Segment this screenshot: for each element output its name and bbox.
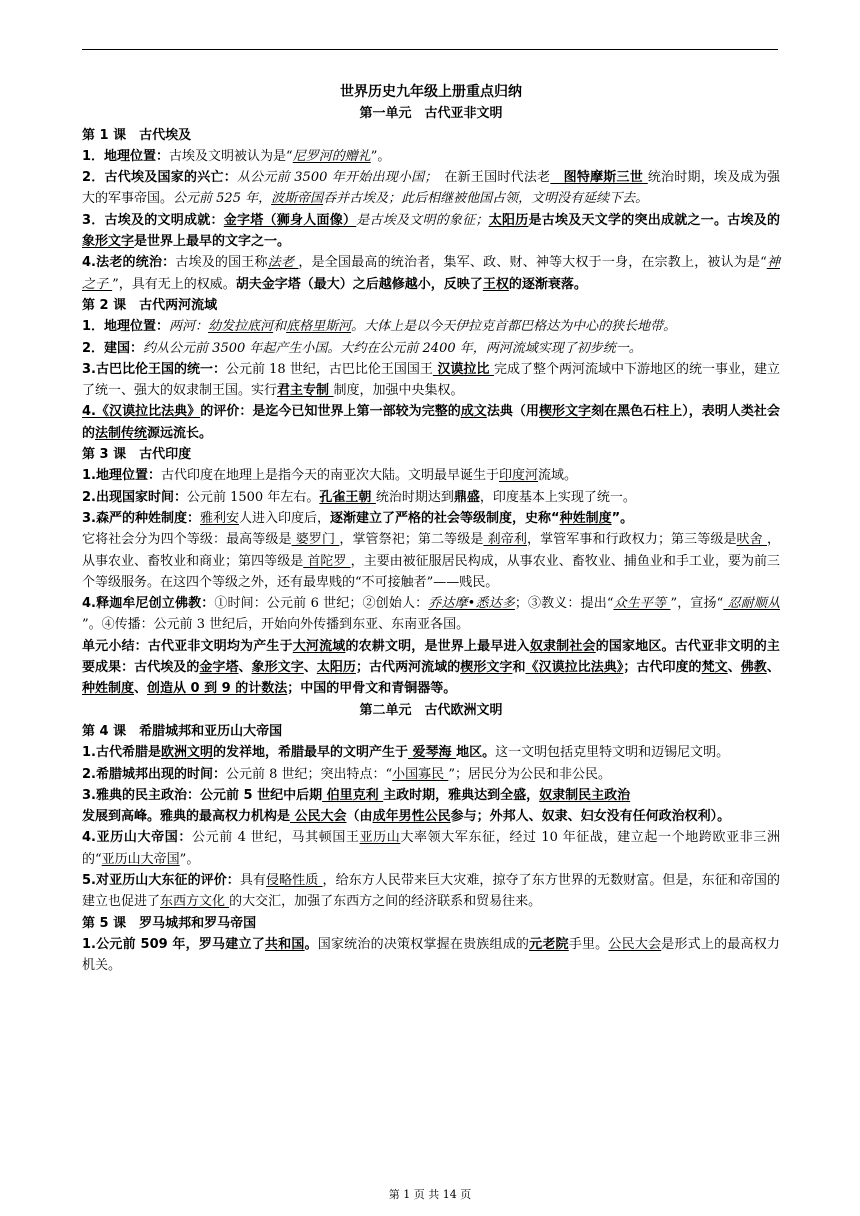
text-run: ，掌管军事和行政权力；第三等级是 bbox=[526, 532, 737, 548]
text-run: 两河： bbox=[169, 319, 209, 335]
unit-heading bbox=[82, 103, 780, 124]
text-run: 制度，加强中央集权。 bbox=[333, 383, 464, 399]
key-term: 孔雀王朝 bbox=[319, 489, 376, 505]
key-term: 幼发拉底河 bbox=[208, 319, 274, 335]
text-run: 第 5 课 罗马城邦和罗马帝国 bbox=[82, 915, 257, 931]
paragraph bbox=[82, 593, 780, 636]
paragraph bbox=[82, 636, 780, 700]
key-term: 神之子 bbox=[82, 255, 780, 292]
text-run: 胡夫金字塔（最大）之后越修越小，反映了 bbox=[235, 276, 483, 292]
text-run: 2.希腊城邦出现的时间： bbox=[82, 766, 226, 782]
key-term: 公民大会 bbox=[608, 936, 662, 952]
key-term: 忍耐顺从 bbox=[723, 596, 780, 612]
key-term: 乔达摩•悉达多 bbox=[428, 596, 515, 612]
text-run: ”；居民分为公民和非公民。 bbox=[448, 766, 611, 782]
key-term: 雅利安 bbox=[199, 510, 239, 526]
paragraph bbox=[82, 210, 780, 253]
paragraph bbox=[82, 870, 780, 913]
paragraph bbox=[82, 316, 780, 337]
paragraph bbox=[82, 764, 780, 785]
text-run: 从公元前 3500 年开始出现小国； bbox=[236, 170, 431, 186]
paragraph bbox=[82, 827, 780, 870]
key-term: 众生平等 bbox=[613, 596, 671, 612]
text-run: 的评价：是迄今已知世界上第一部较为完整的 bbox=[200, 404, 461, 420]
text-run: 的大交汇，加强了东西方之间的经济联系和贸易往来。 bbox=[229, 894, 542, 910]
text-run: 、 bbox=[766, 660, 780, 676]
key-term: 象形文字 bbox=[82, 234, 135, 250]
text-run: 逐渐建立了严格的社会等级制度，史称“ bbox=[330, 510, 560, 526]
sections-container bbox=[82, 103, 780, 976]
text-run: ；古代两河流域的 bbox=[355, 660, 461, 676]
text-run: ”，具有无上的权威。 bbox=[112, 276, 236, 292]
text-run: 手里。 bbox=[568, 936, 609, 952]
text-run: 3.雅典的民主政治：公元前 5 世纪中后期 bbox=[82, 787, 323, 803]
key-term: 太阳历 bbox=[316, 660, 356, 676]
paragraph bbox=[82, 338, 780, 359]
text-run: 这一文明包括克里特文明和迈锡尼文明。 bbox=[495, 745, 730, 761]
text-run: 公元前 525 年， bbox=[173, 191, 272, 207]
text-run: 第二单元 古代欧洲文明 bbox=[359, 702, 503, 718]
key-term: 波斯帝国 bbox=[271, 191, 324, 207]
text-run: 公元前 4 世纪，马其顿国王 bbox=[191, 830, 360, 846]
text-run: 的逐渐衰落。 bbox=[508, 276, 587, 292]
paragraph bbox=[82, 742, 780, 763]
text-run: 约从公元前 3500 年起产生小国。大约在公元前 2400 年，两河流域实现了初步统一。 bbox=[143, 340, 642, 356]
text-run: 大率领大军东征，经过 10 年征战，建立起一个地跨欧亚非三洲的“ bbox=[82, 830, 780, 867]
key-term: 亚历山 bbox=[359, 830, 401, 846]
key-term: 创造从 0 到 9 的计数法 bbox=[147, 681, 288, 697]
text-run: 5.对亚历山大东征的评价： bbox=[82, 872, 240, 888]
key-term: 公民大会 bbox=[290, 809, 347, 825]
lesson-heading bbox=[82, 444, 780, 465]
text-run: 第 3 课 古代印度 bbox=[82, 447, 192, 463]
key-term: 金字塔（狮身人面像） bbox=[223, 212, 357, 228]
key-term: 婆罗门 bbox=[291, 532, 340, 548]
text-run: 。 bbox=[304, 936, 318, 952]
key-term: 楔形文字 bbox=[538, 404, 592, 420]
text-run: 2．建国： bbox=[82, 340, 144, 356]
text-run: 古代印度在地理上是指今天的南亚次大陆。文明最早诞生于 bbox=[160, 468, 499, 484]
key-term: 汉谟拉比 bbox=[432, 361, 494, 377]
text-run: 古埃及的国王称 bbox=[175, 255, 268, 271]
key-term: 种姓制度 bbox=[559, 510, 612, 526]
key-term: 共和国 bbox=[264, 936, 305, 952]
text-run: 公元前 8 世纪；突出特点：“ bbox=[225, 766, 393, 782]
text-run: 的农耕文明，是世界上最早进入 bbox=[345, 638, 530, 654]
key-term: 佛教 bbox=[740, 660, 767, 676]
text-run: ”。④传播：公元前 3 世纪后，开始向外传播到东亚、东南亚各国。 bbox=[82, 617, 470, 633]
text-run: 第 4 课 希腊城邦和亚历山大帝国 bbox=[82, 723, 283, 739]
text-run: 4.亚历山大帝国： bbox=[82, 830, 192, 846]
key-term: 君主专制 bbox=[277, 383, 334, 399]
text-run: 它将社会分为四个等级：最高等级是 bbox=[82, 532, 292, 548]
text-run: 2.出现国家时间： bbox=[82, 489, 187, 505]
text-run: 和 bbox=[273, 319, 287, 335]
paragraph bbox=[82, 487, 780, 508]
text-run: （由 bbox=[346, 809, 373, 825]
header-rule bbox=[82, 49, 778, 50]
key-term: 《汉谟拉比法典》 bbox=[525, 660, 624, 676]
key-term: 爱琴海 bbox=[408, 745, 457, 761]
text-run: 、 bbox=[134, 681, 148, 697]
paragraph bbox=[82, 785, 780, 806]
text-run: 主政时期，雅典达到全盛， bbox=[383, 787, 540, 803]
text-run: 3.森严的种姓制度： bbox=[82, 510, 200, 526]
text-run: 、 bbox=[303, 660, 317, 676]
paragraph bbox=[82, 508, 780, 529]
key-term: 象形文字 bbox=[251, 660, 304, 676]
text-run: 发展到高峰。雅典的最高权力机构是 bbox=[82, 809, 291, 825]
text-run: 公元前 18 世纪，古巴比伦王国国王 bbox=[226, 361, 433, 377]
text-run: 流域。 bbox=[538, 468, 578, 484]
text-run: 法典（用 bbox=[486, 404, 539, 420]
document-body bbox=[82, 82, 780, 976]
text-run: 刻在黑色石柱上），表明人类社会的 bbox=[82, 404, 780, 441]
text-run: ，从事农业、畜牧业和商业；第四等级是 bbox=[82, 532, 780, 569]
document-title: 世界历史九年级上册重点归纳 bbox=[340, 84, 522, 100]
text-run: ，主要由被征服居民构成，从事农业、畜牧业、捕鱼业和手工业，要为前三个等级服务。在这四个等级之外，还有最卑贱的“不可接触者”——贱民。 bbox=[82, 553, 780, 590]
key-term: 奴隶制社会 bbox=[529, 638, 596, 654]
key-term: 成年男性公民 bbox=[372, 809, 451, 825]
text-run: 在新王国时代法老 bbox=[430, 170, 551, 186]
text-run: 统治时期达到 bbox=[375, 489, 454, 505]
key-term: 尼罗河的赠礼 bbox=[292, 148, 371, 164]
key-term: 楔形文字 bbox=[460, 660, 513, 676]
text-run: 单元小结：古代亚非文明均为产生于 bbox=[82, 638, 293, 654]
text-run: 4.法老的统治： bbox=[82, 255, 176, 271]
paragraph bbox=[82, 167, 780, 210]
paragraph bbox=[82, 529, 780, 593]
text-run: ；古代印度的 bbox=[623, 660, 702, 676]
text-run: 3.古巴比伦王国的统一： bbox=[82, 361, 227, 377]
page-footer: 第 1 页 共 14 页 bbox=[388, 1188, 472, 1201]
text-run: 参与；外邦人、奴隶、妇女没有任何政治权利）。 bbox=[450, 809, 731, 825]
text-run: ”。 bbox=[370, 148, 391, 164]
text-run: 的国家地区。古代亚非文明的主要成果：古代埃及的 bbox=[82, 638, 780, 676]
text-run: 具有 bbox=[239, 872, 267, 888]
unit-heading bbox=[82, 700, 780, 721]
text-run: 第一单元 古代亚非文明 bbox=[359, 106, 503, 122]
text-run: 地区。 bbox=[456, 745, 496, 761]
text-run: ，是全国最高的统治者，集军、政、财、神等大权于一身，在宗教上，被认为是“ bbox=[298, 255, 767, 271]
text-run: 1．地理位置： bbox=[82, 319, 170, 335]
text-run: 1.地理位置： bbox=[82, 468, 161, 484]
lesson-heading bbox=[82, 913, 780, 934]
key-term: 王权 bbox=[482, 276, 509, 292]
text-run: ；中国的甲骨文和青铜器等。 bbox=[287, 681, 457, 697]
text-run: 公元前 1500 年左右。 bbox=[186, 489, 320, 505]
key-term: 小国寡民 bbox=[392, 766, 449, 782]
key-term: 刹帝利 bbox=[483, 532, 527, 548]
key-term: 太阳历 bbox=[488, 212, 529, 228]
text-run: ①时间：公元前 6 世纪；②创始人： bbox=[214, 596, 429, 612]
text-run: 吞并古埃及；此后相继被他国占领，文明没有延续下去。 bbox=[323, 191, 649, 207]
text-run: 1.公元前 509 年，罗马建立了 bbox=[82, 936, 265, 952]
text-run: 统治时期，埃及成为强大的军事帝国。 bbox=[82, 170, 780, 207]
key-term: 奴隶制民主政治 bbox=[539, 787, 631, 803]
key-term: 法制传统 bbox=[95, 425, 148, 441]
text-run: 人进入印度后， bbox=[239, 510, 331, 526]
text-run: ”。 bbox=[611, 510, 634, 526]
text-run: ”，宣扬“ bbox=[670, 596, 724, 612]
paragraph bbox=[82, 934, 780, 977]
text-run: 1．地理位置： bbox=[82, 148, 170, 164]
key-term: 欧洲文明 bbox=[160, 745, 213, 761]
key-term: 伯里克利 bbox=[322, 787, 384, 803]
text-run: 是世界上最早的文字之一。 bbox=[134, 234, 291, 250]
text-run: 3．古埃及的文明成就： bbox=[82, 212, 224, 228]
paragraph bbox=[82, 465, 780, 486]
text-run: 和 bbox=[512, 660, 526, 676]
text-run: 1.古代希腊是 bbox=[82, 745, 161, 761]
paragraph bbox=[82, 806, 780, 827]
text-run: 4.释迦牟尼创立佛教： bbox=[82, 596, 215, 612]
key-term: 法老 bbox=[267, 255, 299, 271]
key-term: 亚历山大帝国 bbox=[101, 851, 180, 867]
key-term: 元老院 bbox=[529, 936, 569, 952]
text-run: 鼎盛 bbox=[453, 489, 480, 505]
paragraph bbox=[82, 146, 780, 167]
text-run: ；③教义：提出“ bbox=[514, 596, 614, 612]
text-run: 是古埃及文明的象征； bbox=[356, 212, 489, 228]
key-term: 金字塔 bbox=[199, 660, 239, 676]
lesson-heading bbox=[82, 295, 780, 316]
key-term: 大河流域 bbox=[292, 638, 346, 654]
text-run: 2．古代埃及国家的兴亡： bbox=[82, 170, 237, 186]
text-run: ，掌管祭祀；第二等级是 bbox=[339, 532, 484, 548]
key-term: 印度河 bbox=[499, 468, 539, 484]
paragraph bbox=[82, 252, 780, 295]
key-term: 成文 bbox=[460, 404, 487, 420]
key-term: 4.《汉谟拉比法典》 bbox=[82, 404, 201, 420]
key-term: 首陀罗 bbox=[303, 553, 351, 569]
key-term: 图特摩斯三世 bbox=[550, 170, 648, 186]
text-run: ，给东方人民带来巨大灾难，掠夺了东方世界的无数财富。但是，东征和帝国的建立也促进了 bbox=[82, 872, 780, 910]
lesson-heading bbox=[82, 721, 780, 742]
key-term: 底格里斯河 bbox=[286, 319, 352, 335]
key-term: 梵文 bbox=[701, 660, 728, 676]
text-run: 古埃及文明被认为是“ bbox=[169, 148, 293, 164]
paragraph bbox=[82, 359, 780, 402]
text-run: 完成了整个两河流域中下游地区的统一事业，建立了统一、强大的奴隶制王国。实行 bbox=[82, 361, 780, 399]
key-term: 种姓制度 bbox=[82, 681, 135, 697]
text-run: 第 2 课 古代两河流域 bbox=[82, 297, 218, 313]
lesson-heading bbox=[82, 125, 780, 146]
text-run: ”。 bbox=[179, 851, 200, 867]
text-run: 是古埃及天文学的突出成就之一。古埃及的 bbox=[528, 212, 780, 228]
text-run: 、 bbox=[238, 660, 252, 676]
text-run: 是形式上的最高权力机关。 bbox=[82, 936, 780, 974]
text-run: 的发祥地，希腊最早的文明产生于 bbox=[213, 745, 409, 761]
key-term: 侵略性质 bbox=[266, 872, 323, 888]
key-term: 东西方文化 bbox=[160, 894, 230, 910]
text-run: 第 1 课 古代埃及 bbox=[82, 127, 192, 143]
text-run: 、 bbox=[727, 660, 741, 676]
text-run: 国家统治的决策权掌握在贵族组成的 bbox=[317, 936, 530, 952]
text-run: ，印度基本上实现了统一。 bbox=[479, 489, 636, 505]
text-run: 源远流长。 bbox=[147, 425, 213, 441]
key-term: 吠舍 bbox=[736, 532, 767, 548]
paragraph bbox=[82, 401, 780, 444]
text-run: 。大体上是以今天伊拉克首都巴格达为中心的狭长地带。 bbox=[351, 319, 677, 335]
